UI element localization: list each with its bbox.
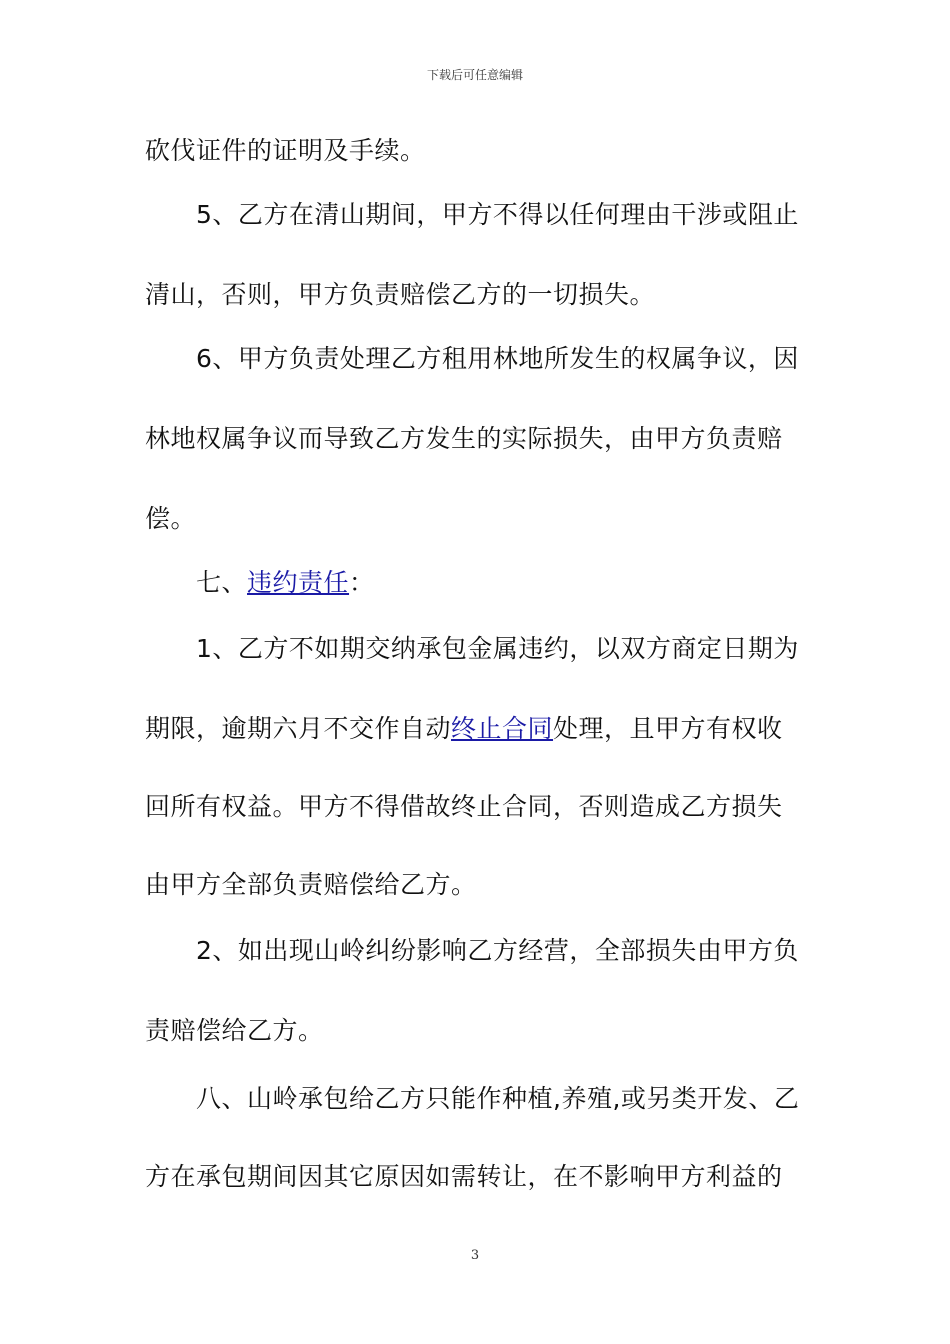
terminate-contract-link[interactable]: 终止合同 bbox=[451, 714, 554, 743]
paragraph-line: 砍伐证件的证明及手续。 bbox=[145, 136, 426, 165]
paragraph-line: 回所有权益。甲方不得借故终止合同，否则造成乙方损失 bbox=[145, 792, 783, 821]
breach-liability-link[interactable]: 违约责任 bbox=[247, 568, 350, 597]
heading-prefix: 七、 bbox=[196, 568, 248, 597]
paragraph-line: 偿。 bbox=[145, 504, 197, 533]
paragraph-line: 1、乙方不如期交纳承包金属违约，以双方商定日期为 bbox=[196, 634, 799, 663]
text-before-link: 期限，逾期六月不交作自动 bbox=[145, 714, 452, 743]
paragraph-line: 清山，否则，甲方负责赔偿乙方的一切损失。 bbox=[145, 280, 656, 309]
text-after-link: 处理，且甲方有权收 bbox=[553, 714, 783, 743]
paragraph-line: 八、山岭承包给乙方只能作种植,养殖,或另类开发、乙 bbox=[196, 1084, 800, 1113]
paragraph-line: 5、乙方在清山期间，甲方不得以任何理由干涉或阻止 bbox=[196, 200, 799, 229]
paragraph-line: 2、如出现山岭纠纷影响乙方经营，全部损失由甲方负 bbox=[196, 936, 799, 965]
page-number: 3 bbox=[470, 1248, 480, 1263]
heading-suffix: ： bbox=[349, 568, 375, 597]
paragraph-line: 由甲方全部负责赔偿给乙方。 bbox=[145, 870, 477, 899]
page-header: 下载后可任意编辑 bbox=[426, 68, 523, 82]
paragraph-line: 6、甲方负责处理乙方租用林地所发生的权属争议，因 bbox=[196, 344, 799, 373]
paragraph-line: 方在承包期间因其它原因如需转让，在不影响甲方利益的 bbox=[145, 1162, 783, 1191]
paragraph-line-with-link bbox=[145, 712, 805, 746]
section-heading-breach bbox=[196, 566, 856, 600]
paragraph-line: 责赔偿给乙方。 bbox=[145, 1016, 324, 1045]
paragraph-line: 林地权属争议而导致乙方发生的实际损失，由甲方负责赔 bbox=[145, 424, 783, 453]
